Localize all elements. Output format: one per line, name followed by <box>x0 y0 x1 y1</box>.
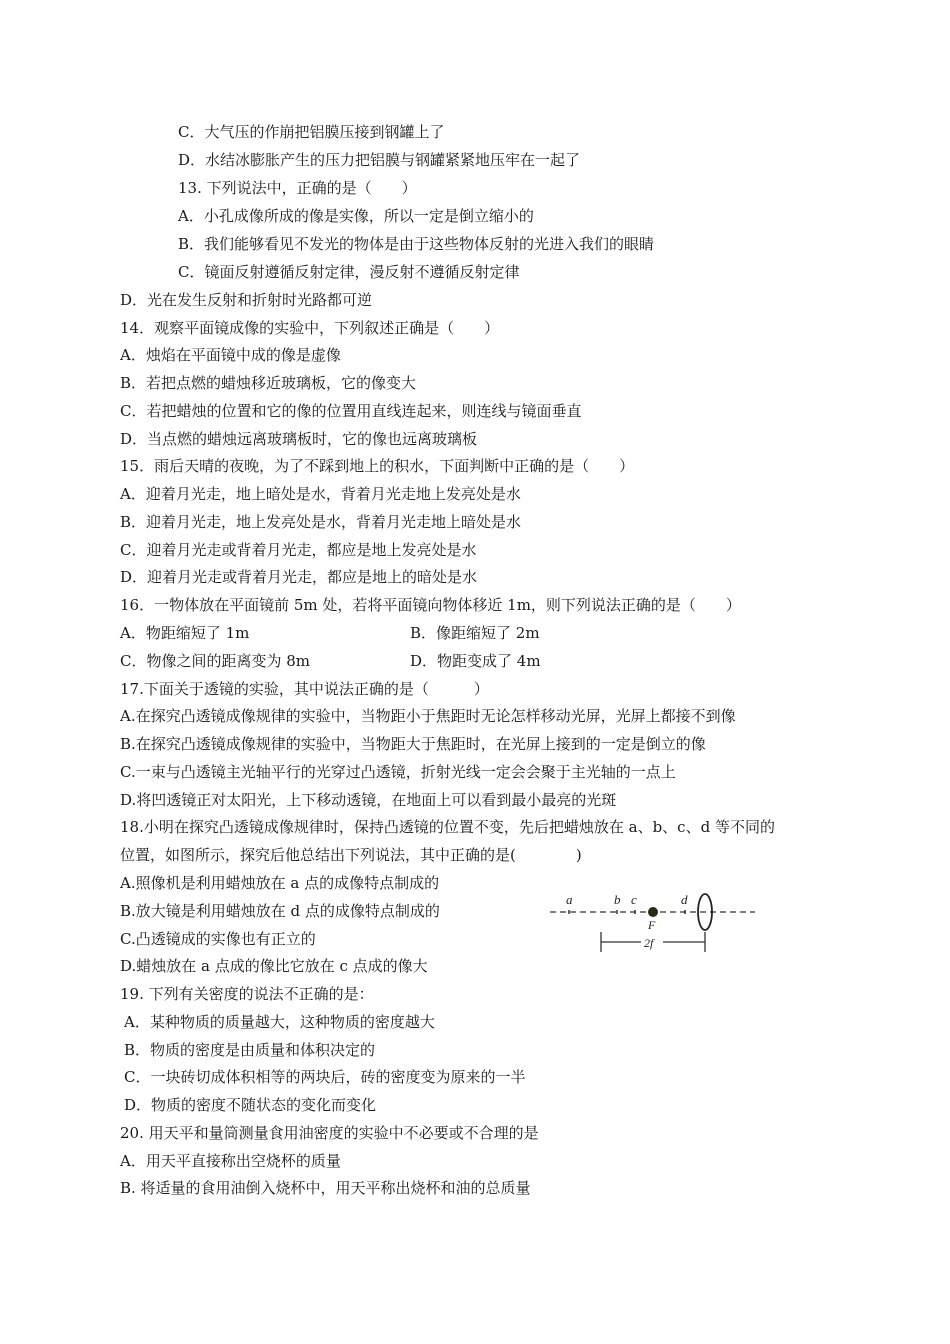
q18-option-c: C.凸透镜成的实像也有正立的 <box>120 930 316 948</box>
q15-option-a: A．迎着月光走，地上暗处是水，背着月光走地上发亮处是水 <box>120 485 521 503</box>
q13-option-a: A．小孔成像所成的像是实像，所以一定是倒立缩小的 <box>178 207 534 225</box>
q17-option-d: D.将凹透镜正对太阳光，上下移动透镜，在地面上可以看到最小最亮的光斑 <box>120 791 617 809</box>
label-a: a <box>566 892 573 907</box>
q13-stem: 13. 下列说法中，正确的是（ ） <box>178 179 417 197</box>
label-2f: 2f <box>644 936 654 950</box>
q17-option-b: B.在探究凸透镜成像规律的实验中，当物距大于焦距时，在光屏上接到的一定是倒立的像 <box>120 735 706 753</box>
q17-option-a: A.在探究凸透镜成像规律的实验中，当物距小于焦距时无论怎样移动光屏，光屏上都接不到像 <box>120 707 736 725</box>
q20-option-a: A．用天平直接称出空烧杯的质量 <box>120 1152 341 1170</box>
label-b: b <box>614 892 621 907</box>
q15-option-d: D．迎着月光走或背着月光走，都应是地上的暗处是水 <box>120 568 478 586</box>
q18-stem-line1: 18.小明在探究凸透镜成像规律时，保持凸透镜的位置不变，先后把蜡烛放在 a、b、c、d 等不同的 <box>120 818 775 836</box>
label-d: d <box>681 892 688 907</box>
q16-stem: 16．一物体放在平面镜前 5m 处，若将平面镜向物体移近 1m，则下列说法正确的是（ ） <box>120 596 741 614</box>
q15-option-c: C．迎着月光走或背着月光走，都应是地上发亮处是水 <box>120 541 477 559</box>
q19-stem: 19. 下列有关密度的说法不正确的是： <box>120 985 374 1003</box>
q14-stem: 14．观察平面镜成像的实验中，下列叙述正确是（ ） <box>120 319 500 337</box>
q19-option-a: A．某种物质的质量越大，这种物质的密度越大 <box>124 1013 435 1031</box>
q13-option-c: C．镜面反射遵循反射定律，漫反射不遵循反射定律 <box>178 263 520 281</box>
q14-option-d: D．当点燃的蜡烛远离玻璃板时，它的像也远离玻璃板 <box>120 430 478 448</box>
q18-option-b: B.放大镜是利用蜡烛放在 d 点的成像特点制成的 <box>120 902 440 920</box>
q18-option-a: A.照像机是利用蜡烛放在 a 点的成像特点制成的 <box>120 874 440 892</box>
q18-stem-line2: 位置，如图所示，探究后他总结出下列说法，其中正确的是( ) <box>120 846 582 864</box>
q12-option-c: C．大气压的作崩把铝膜压接到钢罐上了 <box>178 123 445 141</box>
label-f: F <box>648 918 656 932</box>
q13-option-b: B．我们能够看见不发光的物体是由于这些物体反射的光进入我们的眼睛 <box>178 235 655 253</box>
q14-option-b: B．若把点燃的蜡烛移近玻璃板，它的像变大 <box>120 374 417 392</box>
q14-option-c: C．若把蜡烛的位置和它的像的位置用直线连起来，则连线与镜面垂直 <box>120 402 582 420</box>
q20-option-b: B. 将适量的食用油倒入烧杯中，用天平称出烧杯和油的总质量 <box>120 1179 531 1197</box>
q15-stem: 15．雨后天晴的夜晚，为了不踩到地上的积水，下面判断中正确的是（ ） <box>120 457 635 475</box>
q15-option-b: B．迎着月光走，地上发亮处是水，背着月光走地上暗处是水 <box>120 513 522 531</box>
q16-option-a: A．物距缩短了 1m <box>120 624 250 642</box>
q20-stem: 20. 用天平和量筒测量食用油密度的实验中不必要或不合理的是 <box>120 1124 539 1142</box>
q16-option-d: D．物距变成了 4m <box>410 652 541 670</box>
q13-option-d: D．光在发生反射和折射时光路都可逆 <box>120 291 373 309</box>
q14-option-a: A．烛焰在平面镜中成的像是虚像 <box>120 346 341 364</box>
q18-option-d: D.蜡烛放在 a 点成的像比它放在 c 点成的像大 <box>120 957 428 975</box>
q19-option-b: B．物质的密度是由质量和体积决定的 <box>124 1041 376 1059</box>
q17-option-c: C.一束与凸透镜主光轴平行的光穿过凸透镜，折射光线一定会会聚于主光轴的一点上 <box>120 763 676 781</box>
q19-option-d: D．物质的密度不随状态的变化而变化 <box>124 1096 377 1114</box>
label-c: c <box>631 892 637 907</box>
q16-option-c: C．物像之间的距离变为 8m <box>120 652 311 670</box>
focal-point-f <box>648 907 658 917</box>
q19-option-c: C．一块砖切成体积相等的两块后，砖的密度变为原来的一半 <box>124 1068 526 1086</box>
q17-stem: 17.下面关于透镜的实验，其中说法正确的是（ ） <box>120 680 489 698</box>
lens-diagram <box>545 884 765 964</box>
q16-option-b: B．像距缩短了 2m <box>410 624 540 642</box>
q12-option-d: D．水结冰膨胀产生的压力把铝膜与钢罐紧紧地压牢在一起了 <box>178 151 581 169</box>
